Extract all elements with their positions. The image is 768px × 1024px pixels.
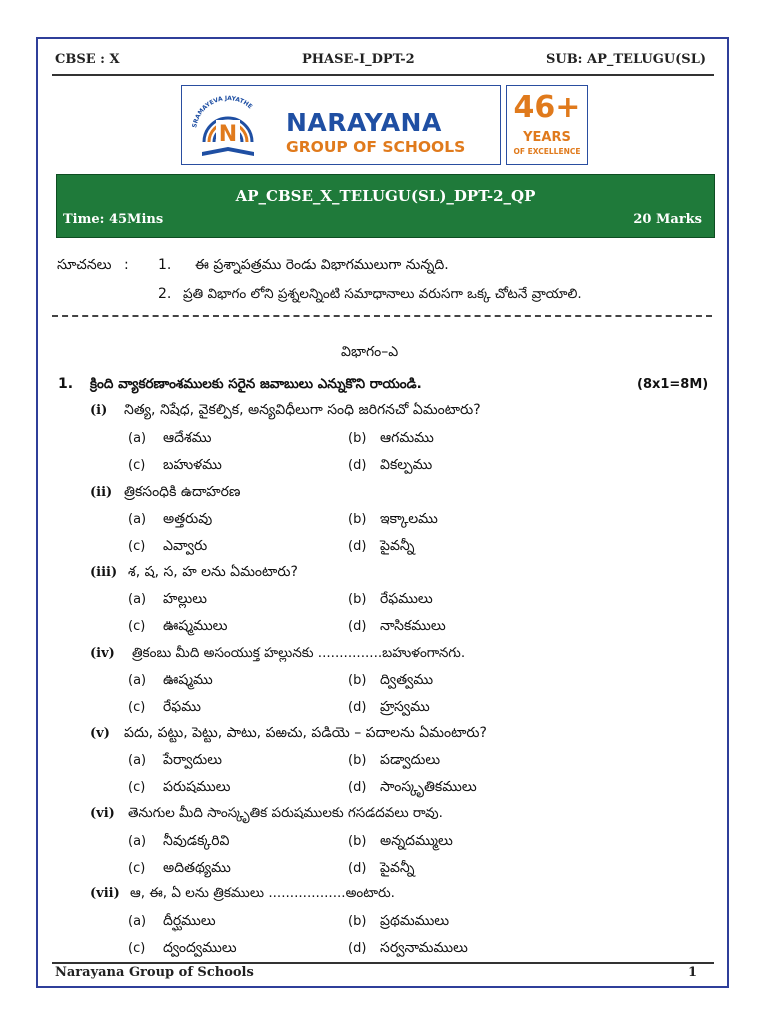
option-text: ఎవ్వారు bbox=[163, 538, 208, 554]
option-text: ప్రథమములు bbox=[380, 913, 450, 929]
option-text: పైవన్నీ bbox=[380, 860, 415, 876]
question-text: క్రింది వ్యాకరణాంశములకు సరైన జవాబులు ఎన్నుకొని రాయండి. bbox=[90, 376, 422, 392]
option-label: (b) bbox=[348, 431, 367, 446]
question-number: 1. bbox=[58, 376, 74, 392]
school-logo bbox=[181, 85, 501, 165]
option-label: (c) bbox=[128, 700, 146, 715]
option-text: బహుళము bbox=[163, 457, 222, 473]
option-text: ద్వంద్వములు bbox=[163, 940, 237, 956]
option-label: (a) bbox=[128, 753, 147, 768]
subquestion-number: (vii) bbox=[90, 886, 120, 901]
subquestion-text: పదు, పట్టు, పెట్టు, పాటు, పఱచు, పడియె – పదాలను ఏమంటారు? bbox=[124, 725, 487, 741]
instruction-text: ప్రతి విభాగం లోని ప్రశ్నలన్నింటి సమాధానాలు వరుసగా ఒక్క చోటనే వ్రాయాలి. bbox=[183, 286, 582, 302]
instructions-label: సూచనలు bbox=[57, 257, 112, 273]
option-label: (d) bbox=[348, 941, 367, 956]
subquestion-text: త్రికసంధికి ఉదాహరణ bbox=[124, 484, 241, 500]
instruction-number: 1. bbox=[158, 257, 172, 273]
narayana-emblem-icon bbox=[190, 92, 266, 160]
option-label: (b) bbox=[348, 753, 367, 768]
header-class: CBSE : X bbox=[55, 52, 120, 67]
option-label: (d) bbox=[348, 700, 367, 715]
option-label: (b) bbox=[348, 673, 367, 688]
header-rule bbox=[52, 74, 714, 76]
footer-rule bbox=[52, 962, 714, 964]
option-text: పడ్వాదులు bbox=[380, 752, 441, 768]
subquestion-text: శ, ష, స, హ లను ఏమంటారు? bbox=[128, 564, 298, 580]
option-label: (b) bbox=[348, 914, 367, 929]
option-text: ద్విత్వము bbox=[380, 672, 434, 688]
option-label: (d) bbox=[348, 619, 367, 634]
subquestion-number: (v) bbox=[90, 726, 110, 741]
subquestion-number: (i) bbox=[90, 403, 108, 418]
section-title: విభాగం–ఎ bbox=[341, 344, 399, 360]
option-text: సర్వనామములు bbox=[380, 940, 468, 956]
option-label: (c) bbox=[128, 941, 146, 956]
option-label: (d) bbox=[348, 780, 367, 795]
page-header bbox=[55, 52, 706, 70]
option-text: పేర్వాదులు bbox=[163, 752, 222, 768]
option-label: (b) bbox=[348, 512, 367, 527]
option-label: (a) bbox=[128, 512, 147, 527]
option-label: (c) bbox=[128, 539, 146, 554]
instruction-text: ఈ ప్రశ్నాపత్రము రెండు విభాగములుగా నున్నది. bbox=[195, 257, 449, 273]
option-text: ఊష్మము bbox=[163, 672, 213, 688]
question-marks: (8x1=8M) bbox=[637, 377, 709, 392]
years-excellence: OF EXCELLENCE bbox=[513, 147, 581, 156]
subquestion-number: (vi) bbox=[90, 806, 115, 821]
logo-letter: N bbox=[218, 122, 238, 147]
option-text: పరుషములు bbox=[163, 779, 231, 795]
option-text: హల్లులు bbox=[163, 591, 208, 607]
option-text: ఆగమము bbox=[380, 430, 434, 446]
option-text: పైవన్నీ bbox=[380, 538, 415, 554]
option-text: ఇక్కాలము bbox=[380, 511, 438, 527]
option-label: (a) bbox=[128, 834, 147, 849]
option-text: నాసికములు bbox=[380, 618, 446, 634]
option-label: (c) bbox=[128, 780, 146, 795]
option-text: వికల్పము bbox=[380, 457, 433, 473]
instructions-colon: : bbox=[124, 257, 129, 273]
dashed-divider bbox=[52, 315, 712, 317]
option-label: (c) bbox=[128, 458, 146, 473]
instruction-number: 2. bbox=[158, 286, 172, 302]
option-label: (d) bbox=[348, 539, 367, 554]
option-text: దీర్ఘములు bbox=[163, 913, 216, 929]
option-text: నీవుడక్కరివి bbox=[163, 833, 230, 849]
years-badge bbox=[506, 85, 588, 165]
option-label: (a) bbox=[128, 673, 147, 688]
footer-org: Narayana Group of Schools bbox=[55, 965, 254, 980]
option-text: హ్రస్వము bbox=[380, 699, 430, 715]
subquestion-text: ఆ, ఈ, ఏ లను త్రికములు ..................అంటారు. bbox=[130, 885, 395, 901]
time-limit: Time: 45Mins bbox=[63, 212, 164, 227]
option-text: అత్తరువు bbox=[163, 511, 213, 527]
option-label: (a) bbox=[128, 431, 147, 446]
option-text: ఆదేశము bbox=[163, 430, 212, 446]
page-number: 1 bbox=[688, 965, 698, 980]
years-word: YEARS bbox=[523, 130, 571, 145]
option-text: సాంస్కృతికములు bbox=[380, 779, 477, 795]
option-label: (c) bbox=[128, 619, 146, 634]
subquestion-text: త్రికంబు మీది అసంయుక్త హల్లునకు ...............బహుళంగానగు. bbox=[132, 645, 466, 661]
header-phase: PHASE-I_DPT-2 bbox=[302, 52, 415, 67]
header-subject: SUB: AP_TELUGU(SL) bbox=[545, 52, 706, 67]
years-number: 46+ bbox=[513, 90, 581, 125]
subquestion-text: తెనుగుల మీది సాంస్కృతిక పరుషములకు గసడదవలు రావు. bbox=[128, 805, 443, 821]
logo-name: NARAYANA bbox=[286, 108, 442, 137]
option-text: అదితథ్యము bbox=[163, 860, 231, 876]
subquestion-number: (iv) bbox=[90, 646, 115, 661]
subquestion-text: నిత్య, నిషేధ, వైకల్పిక, అన్యవిధీలుగా సంధి జరిగనచో ఏమంటారు? bbox=[124, 402, 481, 418]
option-label: (b) bbox=[348, 592, 367, 607]
subquestion-number: (ii) bbox=[90, 485, 113, 500]
logo-motto: SRAMAYEVA JAYATHE bbox=[191, 94, 254, 129]
subquestion-number: (iii) bbox=[90, 565, 118, 580]
option-label: (a) bbox=[128, 592, 147, 607]
logo-subtitle: GROUP OF SCHOOLS bbox=[286, 138, 466, 156]
paper-code: AP_CBSE_X_TELUGU(SL)_DPT-2_QP bbox=[235, 187, 536, 205]
option-label: (a) bbox=[128, 914, 147, 929]
option-label: (c) bbox=[128, 861, 146, 876]
option-text: అన్నదమ్ములు bbox=[380, 833, 453, 849]
paper-banner bbox=[56, 174, 715, 238]
total-marks: 20 Marks bbox=[633, 212, 702, 227]
option-text: ఊష్మములు bbox=[163, 618, 228, 634]
option-label: (d) bbox=[348, 458, 367, 473]
option-label: (d) bbox=[348, 861, 367, 876]
option-label: (b) bbox=[348, 834, 367, 849]
option-text: రేఫము bbox=[163, 699, 201, 715]
option-text: రేఫములు bbox=[380, 591, 433, 607]
